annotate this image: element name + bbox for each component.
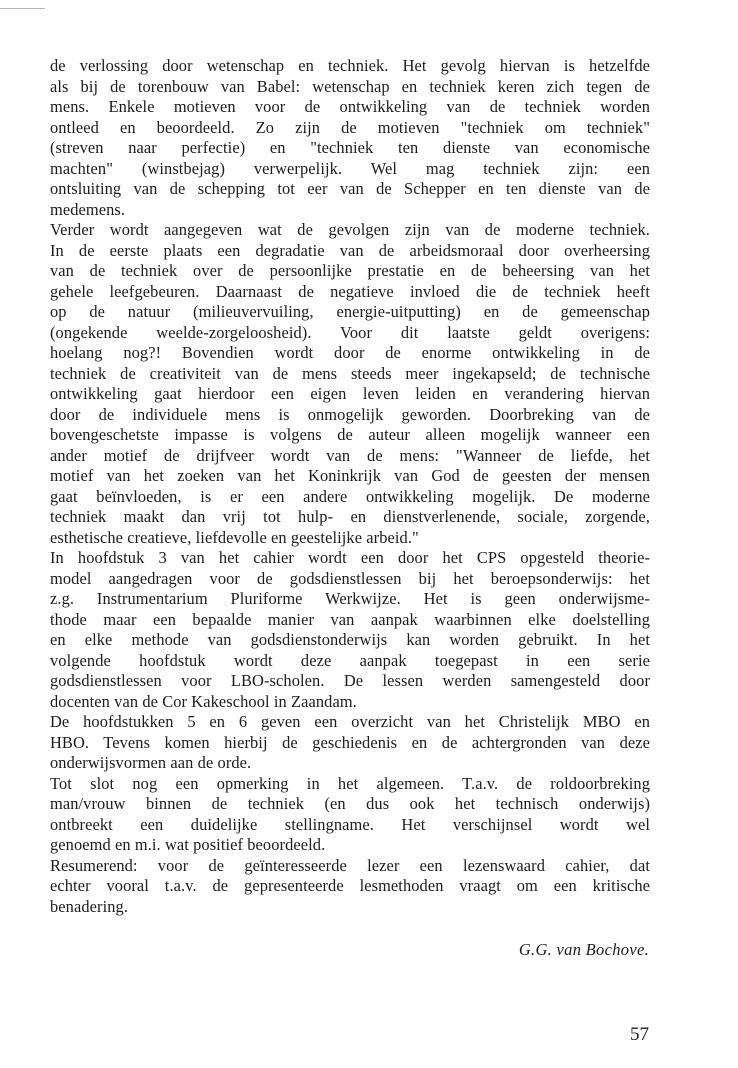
text-line: volgende hoofdstuk wordt deze aanpak toegepast in een serie	[50, 650, 650, 670]
text-line: esthetische creatieve, liefdevolle en geestelijke arbeid."	[50, 527, 419, 547]
text-line: model aangedragen voor de godsdienstlessen bij het beroepsonderwijs: het	[50, 568, 650, 588]
text-line: mens. Enkele motieven voor de ontwikkeling van de techniek worden	[50, 97, 650, 116]
text-line: hoelang nog?! Bovendien wordt door de enorme ontwikkeling in de	[50, 343, 650, 362]
text-line: godsdienstlessen voor LBO-scholen. De lessen werden samengesteld door	[50, 671, 650, 690]
text-line: Tot slot nog een opmerking in het algemeen. T.a.v. de roldoorbreking	[50, 773, 650, 793]
text-line: de verlossing door wetenschap en techniek. Het gevolg hiervan is hetzelfde	[50, 56, 650, 75]
text-line: HBO. Tevens komen hierbij de geschiedenis en de achtergronden van deze	[50, 732, 650, 752]
text-line: In hoofdstuk 3 van het cahier wordt een door het CPS opgesteld theorie-	[50, 548, 650, 567]
text-line: door de individuele mens is onmogelijk geworden. Doorbreking van de	[50, 404, 650, 424]
text-line: van de techniek over de persoonlijke prestatie en de beheersing van het	[50, 261, 650, 280]
text-line: benadering.	[50, 896, 129, 916]
page-number: 57	[630, 1024, 649, 1045]
text-line: genoemd en m.i. wat positief beoordeeld.	[50, 835, 326, 854]
paragraph-hoofdstukken-5-6	[50, 712, 650, 774]
text-line: en elke methode van godsdienstonderwijs kan worden gebruikt. In het	[50, 630, 650, 649]
text-line: als bij de torenbouw van Babel: wetenschap en techniek keren zich tegen de	[50, 76, 650, 96]
paragraph-gevolgen	[50, 220, 650, 548]
text-line: De hoofdstukken 5 en 6 geven een overzicht van het Christelijk MBO en	[50, 712, 650, 731]
text-line: Verder wordt aangegeven wat de gevolgen zijn van de moderne techniek.	[50, 220, 650, 239]
text-line: z.g. Instrumentarium Pluriforme Werkwijze. Het is geen onderwijsme-	[50, 589, 650, 608]
paragraph-resumerend	[50, 856, 650, 918]
text-line: (ongekende weelde-zorgeloosheid). Voor dit laatste geldt overigens:	[50, 322, 650, 342]
text-line: techniek maakt dan vrij tot hulp- en dienstverlenende, sociale, zorgende,	[50, 507, 650, 526]
text-line: gehele leefgebeuren. Daarnaast de negatieve invloed die de techniek heeft	[50, 281, 650, 301]
author-signature: G.G. van Bochove.	[518, 940, 649, 959]
text-line: In de eerste plaats een degradatie van de arbeidsmoraal door overheersing	[50, 240, 650, 260]
text-line: medemens.	[50, 199, 126, 219]
text-line: gaat beïnvloeden, is er een andere ontwikkeling mogelijk. De moderne	[50, 486, 650, 506]
text-line: bovengeschetste impasse is volgens de auteur alleen mogelijk wanneer een	[50, 425, 650, 444]
text-line: onderwijsvormen aan de orde.	[50, 753, 252, 772]
text-line: motief van het zoeken van het Koninkrijk van God de geesten der mensen	[50, 466, 650, 485]
text-line: man/vrouw binnen de techniek (en dus ook het technisch onderwijs)	[50, 794, 650, 813]
text-line: techniek de creativiteit van de mens steeds meer ingekapseld; de technische	[50, 363, 650, 383]
paragraph-verlossing	[50, 56, 650, 220]
article-body	[50, 56, 650, 917]
text-line: ontwikkeling gaat hierdoor een eigen leven leiden en verandering hiervan	[50, 384, 650, 403]
text-line: docenten van de Cor Kakeschool in Zaandam.	[50, 691, 357, 711]
text-line: ander motief de drijfveer wordt van de mens: "Wanneer de liefde, het	[50, 445, 650, 465]
text-line: Resumerend: voor de geïnteresseerde lezer een lezenswaard cahier, dat	[50, 855, 650, 875]
paragraph-opmerking	[50, 774, 650, 856]
text-line: thode maar een bepaalde manier van aanpak waarbinnen elke doelstelling	[50, 609, 650, 629]
text-line: ontsluiting van de schepping tot eer van de Schepper en ten dienste van de	[50, 179, 650, 198]
text-line: ontbreekt een duidelijke stellingname. Het verschijnsel wordt wel	[50, 814, 650, 834]
text-line: op de natuur (milieuvervuiling, energie-uitputting) en de gemeenschap	[50, 302, 650, 321]
text-line: machten" (winstbejag) verwerpelijk. Wel mag techniek zijn: een	[50, 158, 650, 178]
paragraph-hoofdstuk-3	[50, 548, 650, 712]
text-line: (streven naar perfectie) en "techniek ten dienste van economische	[50, 138, 650, 157]
top-edge-rule	[0, 8, 45, 9]
text-line: ontleed en beoordeeld. Zo zijn de motieven "techniek om techniek"	[50, 117, 650, 137]
text-line: echter vooral t.a.v. de gepresenteerde lesmethoden vraagt om een kritische	[50, 876, 650, 895]
